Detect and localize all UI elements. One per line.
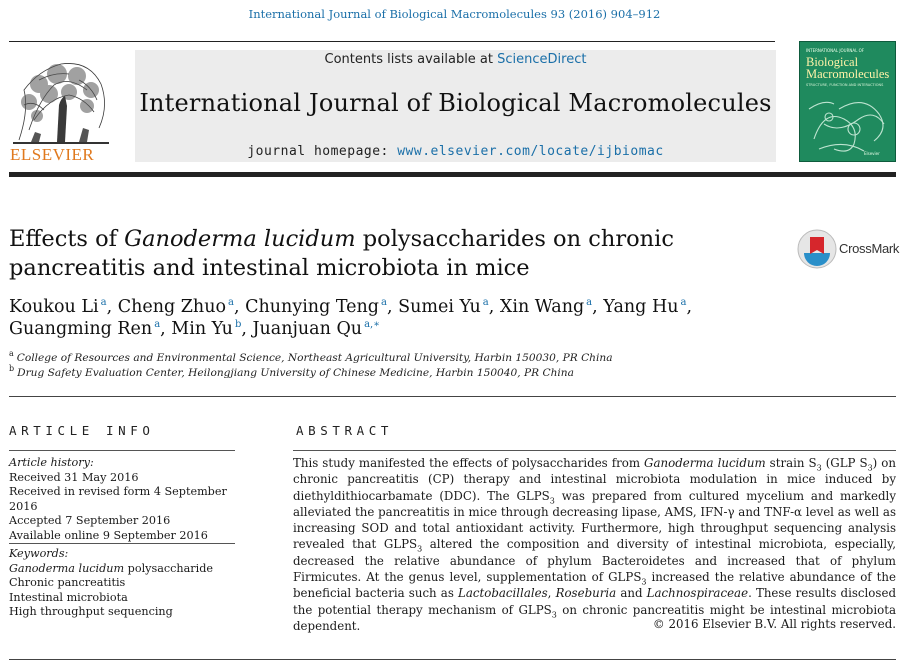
author-name[interactable]: Sumei Yu <box>398 297 481 317</box>
abstract-italic: Roseburia <box>555 586 617 601</box>
glps-subscript: 3 <box>549 495 555 505</box>
affiliation-label: a <box>9 349 14 359</box>
author-name[interactable]: Chunying Teng <box>245 297 379 317</box>
author-affiliation-marker[interactable]: a <box>228 297 234 309</box>
keyword-item: Intestinal microbiota <box>9 590 128 604</box>
author-separator: , <box>106 297 118 317</box>
contents-lists-line <box>135 52 776 67</box>
header-divider <box>9 396 896 397</box>
glps-term: GLPS <box>516 488 550 503</box>
abstract-segment: and <box>616 586 647 601</box>
keywords-heading: Keywords: <box>9 547 69 560</box>
author-affiliation-marker[interactable]: a <box>586 297 593 309</box>
glps-subscript: 3 <box>551 610 557 620</box>
author-name[interactable]: Cheng Zhuo <box>117 297 227 317</box>
author-separator: , <box>233 297 246 317</box>
keyword-item <box>9 562 269 577</box>
journal-banner <box>135 50 776 162</box>
title-part2: polysaccharides on chronic pancreatitis and intestinal microbiota in mice <box>9 226 674 281</box>
cover-bottom-text: Elsevier <box>864 151 880 156</box>
crossmark-label[interactable]: CrossMark <box>839 241 900 256</box>
title-italic-species: Ganoderma lucidum <box>124 226 356 252</box>
author-affiliation-marker[interactable]: b <box>234 319 242 331</box>
journal-cover-image[interactable] <box>799 41 896 162</box>
affiliations <box>9 351 769 381</box>
glps-term: GLPS <box>608 570 642 585</box>
glps-term: GLPS <box>518 602 552 617</box>
keyword-rest: polysaccharide <box>124 561 214 575</box>
abstract-segment: . These results disclosed the potential therapy mechanism of <box>293 586 896 617</box>
author-separator: , <box>386 297 399 317</box>
contents-prefix: Contents lists available at <box>324 52 498 67</box>
journal-citation[interactable]: International Journal of Biological Macromolecules 93 (2016) 904–912 <box>248 7 661 21</box>
author-separator: , <box>241 319 253 339</box>
keywords <box>9 547 269 620</box>
author-affiliation-marker[interactable]: a <box>381 297 387 309</box>
article-info-heading: ARTICLE INFO <box>9 423 155 438</box>
abstract-italic: Lachnospiraceae <box>646 586 749 601</box>
abstract-italic: Lactobacillales <box>458 586 548 601</box>
masthead-bottom-rule <box>9 172 896 177</box>
journal-homepage-link[interactable]: www.elsevier.com/locate/ijbiomac <box>397 144 664 159</box>
author-affiliation-marker[interactable]: a <box>154 319 161 331</box>
author-name[interactable]: Yang Hu <box>603 297 679 317</box>
author-list <box>9 296 769 340</box>
affiliation-text: Drug Safety Evaluation Center, Heilongjiang University of Chinese Medicine, Harbin 150040, PR China <box>17 367 574 379</box>
title-part1: Effects of <box>9 226 125 252</box>
homepage-prefix: journal homepage: <box>247 144 398 159</box>
abstract-segment: on chronic pancreatitis might be intestinal microbiota dependent. <box>293 602 896 633</box>
cover-small-text: INTERNATIONAL JOURNAL OF <box>806 48 865 53</box>
keyword-item: Chronic pancreatitis <box>9 576 126 590</box>
author-affiliation-marker[interactable]: a <box>680 297 687 309</box>
history-item: Received in revised form 4 September 2016 <box>9 485 227 513</box>
abstract-rule <box>293 450 896 451</box>
abstract-segment: , <box>547 586 556 601</box>
cover-title-line1: Biological <box>806 55 859 69</box>
author-name[interactable]: Juanjuan Qu <box>252 319 363 339</box>
affiliation-label: b <box>9 364 15 374</box>
glps-term: GLPS <box>383 537 418 552</box>
abstract-segment: strain S <box>765 456 817 470</box>
keyword-italic: Ganoderma lucidum <box>9 561 125 575</box>
history-item: Accepted 7 September 2016 <box>9 514 171 528</box>
author-name[interactable]: Koukou Li <box>9 297 99 317</box>
author-name[interactable]: Min Yu <box>171 319 233 339</box>
keywords-rule <box>9 543 235 544</box>
affiliation-text: College of Resources and Environmental Science, Northeast Agricultural University, Harbin 150030, PR China <box>16 352 613 364</box>
journal-title[interactable]: International Journal of Biological Macromolecules <box>139 89 772 117</box>
footer-rule <box>9 659 896 660</box>
abstract-text <box>293 455 896 634</box>
history-heading: Article history: <box>9 456 94 469</box>
abstract-italic: Ganoderma lucidum <box>644 456 766 470</box>
affiliation <box>9 366 769 381</box>
article-info-rule <box>9 450 235 451</box>
author-affiliation-marker[interactable]: a <box>100 297 107 309</box>
author-name[interactable]: Guangming Ren <box>9 319 153 339</box>
cover-molecule-art-icon <box>804 89 892 157</box>
author-affiliation-marker[interactable]: a,∗ <box>364 319 381 331</box>
abstract-segment: (GLP S <box>821 456 868 470</box>
crossmark-icon[interactable] <box>797 229 837 269</box>
cover-title <box>806 56 892 80</box>
author-name[interactable]: Xin Wang <box>499 297 585 317</box>
elsevier-wordmark[interactable]: ELSEVIER <box>10 145 95 164</box>
abstract-subscript: 3 <box>867 463 873 473</box>
masthead-top-rule <box>9 41 775 42</box>
sciencedirect-link[interactable]: ScienceDirect <box>497 52 587 67</box>
cover-title-line2: Macromolecules <box>806 67 890 81</box>
article-history <box>9 456 249 544</box>
article-title <box>9 225 789 283</box>
glps-subscript: 3 <box>417 544 423 554</box>
author-affiliation-marker[interactable]: a <box>482 297 489 309</box>
abstract-segment: increased the relative abundance of the beneficial bacteria such as <box>293 570 896 601</box>
author-separator: , <box>686 297 693 317</box>
author-separator: , <box>160 319 172 339</box>
abstract-heading: ABSTRACT <box>296 423 394 438</box>
abstract-segment: altered the composition and diversity of intestinal microbiota, especially, decreased the relative abundance of phylum Bacteroidetes and increased that of phylum Firmicutes. At the genus level, supplementation of <box>293 537 896 585</box>
affiliation <box>9 351 769 366</box>
abstract-segment: This study manifested the effects of polysaccharides from <box>293 456 645 470</box>
author-separator: , <box>592 297 604 317</box>
cover-subtitle: STRUCTURE, FUNCTION AND INTERACTIONS <box>806 83 884 87</box>
copyright-notice: © 2016 Elsevier B.V. All rights reserved. <box>652 617 896 631</box>
journal-homepage-line <box>135 144 776 159</box>
abstract-subscript: 3 <box>816 463 822 473</box>
history-item: Received 31 May 2016 <box>9 470 139 484</box>
abstract-segment: was prepared from cultured mycelium and markedly alleviated the pancreatitis in mice through decreasing lipase, AMS, IFN-γ and TNF-α level as well as increasing SOD and total antioxidant activity. Furthermore, high throughput sequencing analysis revealed that <box>293 488 896 552</box>
keyword-item: High throughput sequencing <box>9 605 173 619</box>
abstract-segment: ) on chronic pancreatitis (CP) therapy and intestinal microbiota modulation in mice induced by diethyldithiocarbamate (DDC). The <box>293 456 896 503</box>
author-separator: , <box>488 297 500 317</box>
history-item: Available online 9 September 2016 <box>9 528 208 542</box>
glps-subscript: 3 <box>641 577 647 587</box>
